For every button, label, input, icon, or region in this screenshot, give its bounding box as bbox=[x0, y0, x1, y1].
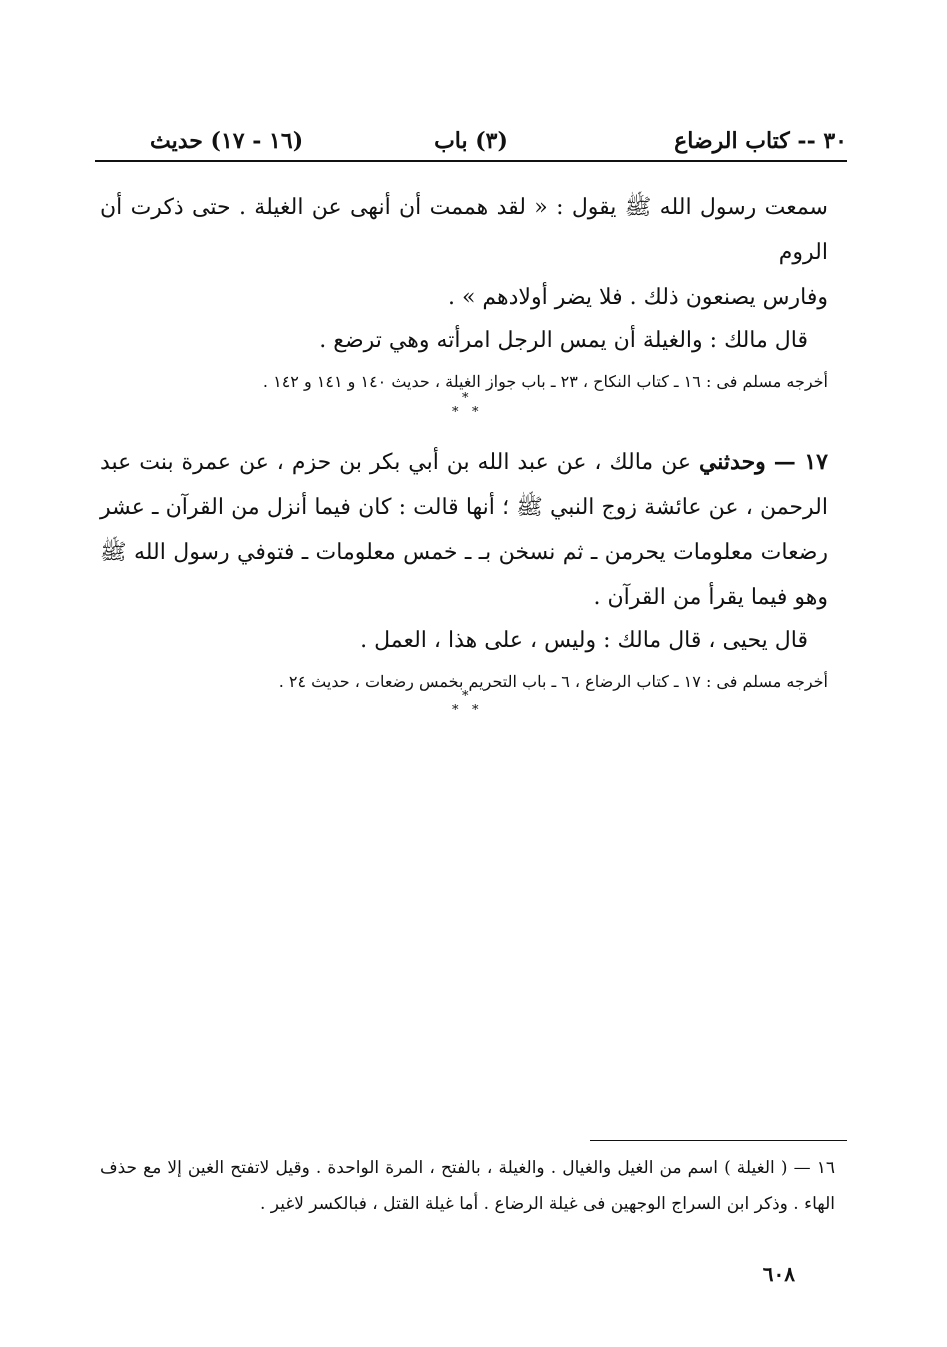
section-separator: * * * bbox=[452, 689, 479, 718]
running-header bbox=[95, 120, 847, 160]
page-number: ٦٠٨ bbox=[762, 1262, 795, 1286]
section-title: (٣) باب bbox=[434, 128, 508, 154]
hadith-17-body: عن مالك ، عن عبد الله بن أبي بكر بن حزم ، عن عمرة بنت عبد الرحمن ، عن عائشة زوج النبي ﷺ ؛ أنها قالت : كان فيما أنزل من القرآن ـ عشر رضعات معلومات يحرمن ـ ثم نسخن بـ ـ خمس معلومات ـ فتوفي رسول الله ﷺ وهو فيما يقرأ من القرآن . bbox=[100, 450, 828, 610]
hadith-range: (١٦ - ١٧) حديث bbox=[150, 128, 304, 154]
hadith-16-line-1: سمعت رسول الله ﷺ يقول : « لقد هممت أن أنهى عن الغيلة . حتى ذكرت أن الروم bbox=[100, 195, 828, 265]
hadith-16-line-2: وفارس يصنعون ذلك . فلا يضر أولادهم » . bbox=[447, 285, 828, 310]
section-separator: * * * bbox=[452, 391, 479, 420]
hadith-17-block bbox=[100, 440, 828, 694]
hadith-16-block bbox=[100, 185, 828, 394]
hadith-17-text bbox=[100, 440, 828, 620]
footnote: ١٦ — ( الغيلة ) اسم من الغيل والغيال . والغيلة ، بالفتح ، المرة الواحدة . وقيل لاتفتح الغين إلا مع حذف الهاء . وذكر ابن السراج الوجهين فى غيلة الرضاع . أما غيلة القتل ، فبالكسر لاغير . bbox=[100, 1158, 835, 1214]
yahya-note-17: قال يحيى ، قال مالك : وليس ، على هذا ، العمل . bbox=[360, 628, 808, 653]
hadith-number: ١٧ — bbox=[773, 449, 828, 475]
hadith-lead-word: وحدثني bbox=[698, 449, 766, 475]
takhrij-17: أخرجه مسلم فى : ١٧ ـ كتاب الرضاع ، ٦ ـ باب التحريم بخمس رضعات ، حديث ٢٤ . bbox=[278, 672, 828, 691]
malik-note-16: قال مالك : والغيلة أن يمس الرجل امرأته وهي ترضع . bbox=[319, 328, 808, 353]
chapter-title: ٣٠ -- كتاب الرضاع bbox=[674, 128, 847, 154]
takhrij-16: أخرجه مسلم فى : ١٦ ـ كتاب النكاح ، ٢٣ ـ باب جواز الغيلة ، حديث ١٤٠ و ١٤١ و ١٤٢ . bbox=[262, 372, 828, 391]
footnote-divider bbox=[590, 1140, 847, 1141]
header-divider bbox=[95, 160, 847, 162]
